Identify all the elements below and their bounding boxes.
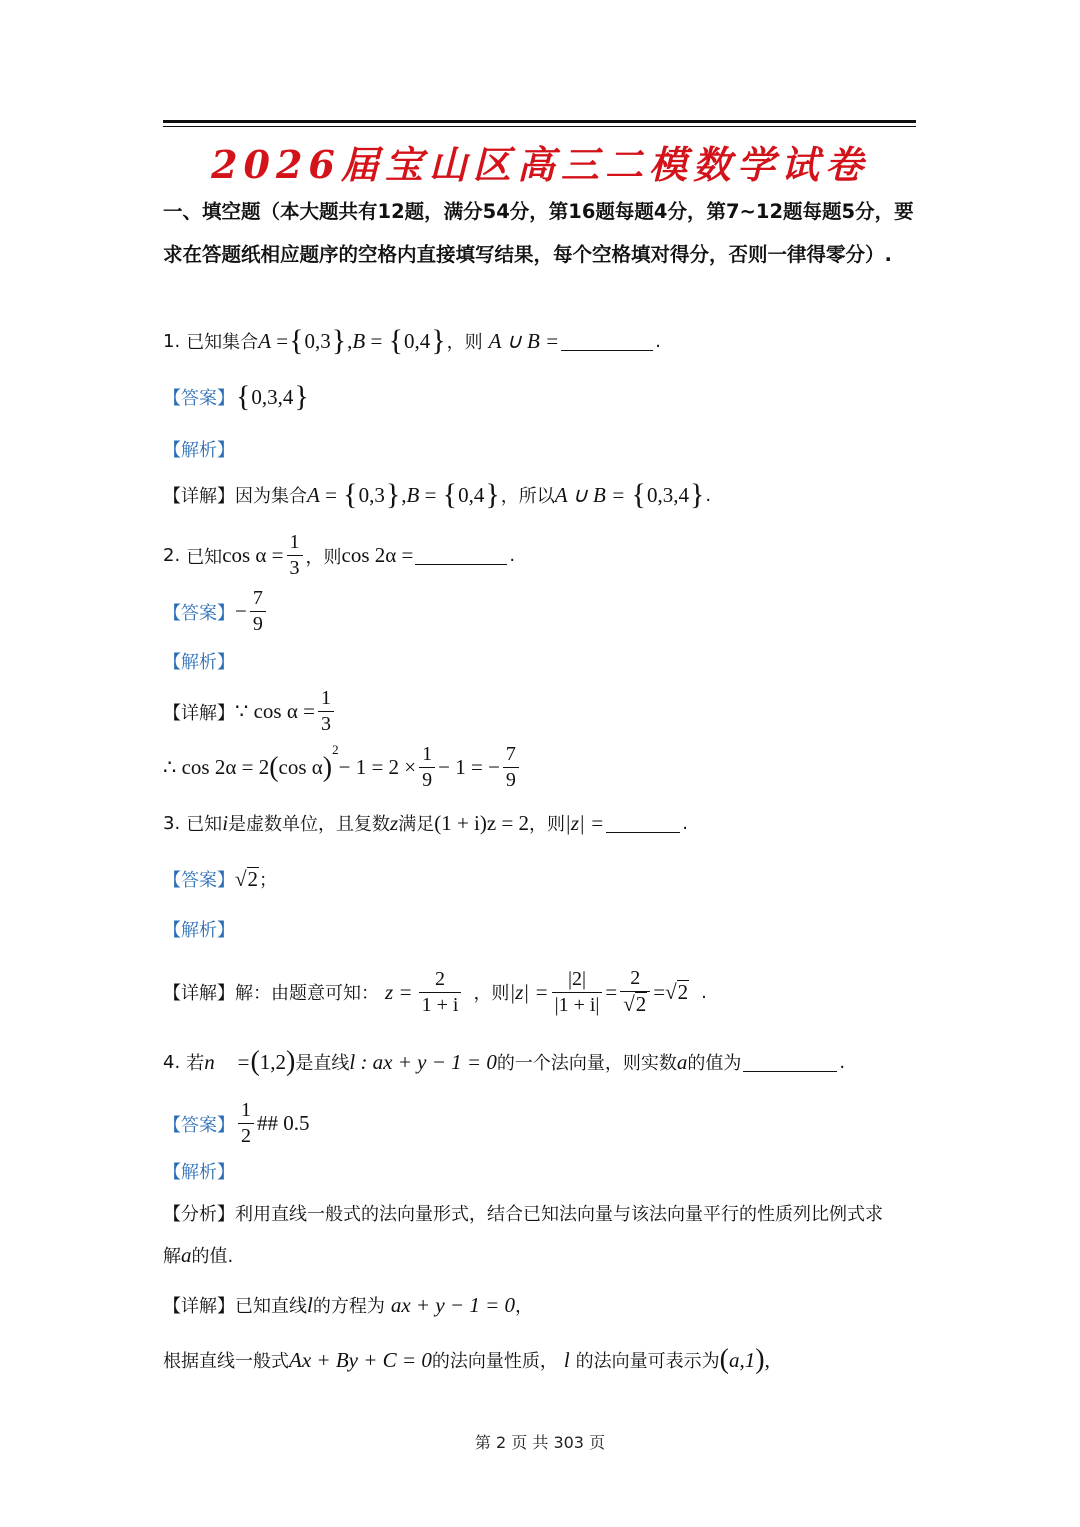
paren-open: ( [719,1344,729,1375]
analysis-1 [163,436,235,462]
math-var: a [181,1242,192,1267]
question-text: 已知集合 [186,332,259,353]
fenxi-text: 的值. [191,1246,234,1267]
brace-close: } [294,380,309,413]
math-expr: n⃗ = [204,1049,251,1074]
denominator [620,991,650,1018]
page-title: 2026届宝山区高三二模数学试卷 [211,142,869,187]
brace-close: } [431,324,446,357]
radicand: 2 [635,992,647,1016]
math-op: = [605,979,618,1004]
numerator: 7 [252,587,263,609]
analysis-2 [163,648,235,674]
paren-open: ( [269,751,279,783]
math-var: B [352,328,366,353]
math-var: A [258,328,272,353]
math-expr: ∴ cos 2α = 2 [163,755,270,779]
answer-2 [163,586,269,637]
question-3 [163,810,688,836]
numerator: 1 [241,1099,251,1121]
question-number: 2. [163,545,181,566]
fraction [287,530,303,581]
detail-text: 解：由题意可知： [235,983,379,1004]
math-op: = [276,328,289,353]
question-text: ，则 [529,814,566,835]
answer-blank [561,332,653,351]
numerator: 7 [505,743,516,765]
answer-label: 【答案】 [163,388,235,409]
analysis-3 [163,916,235,942]
brace-close: } [331,324,347,357]
math-expr: ax + y − 1 = 0 [390,1292,515,1317]
brace-close: } [485,478,500,511]
math-expr: |z| = [565,810,605,835]
fenxi-4 [163,1200,883,1226]
fraction [318,686,334,737]
denominator: |1 + i| [552,992,603,1018]
section-heading: 一、填空题（本大题共有12题，满分54分，第16题每题4分，第7~12题每题5分，要求在答题纸相应题序的空格内直接填写结果，每个空格填对得分，否则一律得零分）. [163,200,914,266]
detail-1: 【详解】 因为集合 A = { 0,3 } , B = { 0,4 } ，所以 A ∪ B = { 0,3,4 } . [163,478,712,511]
fraction [620,966,650,1018]
brace-open: { [631,478,646,511]
vector-value: a,1 [729,1347,756,1372]
detail-text: 因为集合 [235,486,307,507]
answer-blank [415,546,507,565]
detail-label: 【详解】 [163,1296,235,1317]
math-var: a [676,1049,688,1074]
analysis-label: 【解析】 [163,1162,235,1183]
brace-open: { [343,478,358,511]
set-a: 0,3 [358,482,385,507]
detail-label: 【详解】 [163,486,235,507]
question-number: 4. [163,1051,181,1073]
question-text: ，则 [446,332,483,353]
brace-open: { [289,324,304,357]
superscript: 2 [332,742,339,757]
numerator: 2 [435,967,446,990]
detail-2 [163,686,337,737]
fraction [250,586,266,637]
math-expr: cos α [278,755,323,779]
fraction [503,742,519,793]
detail-text: ，所以 [500,486,555,507]
numerator: 1 [422,743,433,765]
detail-label: 【详解】 [163,702,235,724]
brace-open: { [236,380,251,413]
question-4 [163,1048,845,1076]
numerator: 1 [289,531,300,553]
question-text: 是直线 [295,1053,350,1074]
paren-close: ) [286,1046,296,1077]
fenxi-text: 解 [163,1246,181,1267]
sqrt: √ 2 [623,992,647,1016]
fraction [419,967,462,1018]
sign: − [235,599,247,623]
analysis-label: 【解析】 [163,440,235,461]
question-number: 3. [163,812,181,834]
question-text: ，则 [305,546,342,568]
math-expr: l : ax + y − 1 = 0 [349,1049,497,1074]
denominator: 3 [318,711,334,737]
math-expr: (1 + i)z = 2 [434,810,530,835]
math-expr: − 1 = − [438,755,500,779]
detail-label: 【详解】 [163,983,235,1004]
math-op: = [653,979,666,1004]
paren-close: ) [755,1344,765,1375]
answer-blank [743,1053,837,1072]
math-var: A [307,482,320,507]
question-text: 满足 [398,814,435,835]
math-var: B [406,482,420,507]
math-expr: z = [385,979,413,1004]
vector-value: 1,2 [259,1049,287,1074]
question-text: 若 [186,1053,205,1074]
answer-alt: ## 0.5 [257,1111,310,1135]
math-var: l [307,1292,313,1317]
top-rule-thick [163,120,916,123]
question-1: 1. 已知集合 A = { 0,3 } , B = { 0,4 } ，则 A ∪ B = . [163,324,661,357]
question-number: 1. [163,330,181,352]
math-expr: Ax + By + C = 0 [289,1347,432,1372]
paren-open: ( [250,1046,260,1077]
numerator: |2| [567,967,586,990]
brace-open: { [388,324,403,357]
radicand: 2 [247,866,259,891]
math-expr: |z| = [509,979,549,1004]
question-text: 的一个法向量，则实数 [496,1053,677,1074]
set-b: 0,4 [458,482,485,507]
math-var: i [222,810,229,835]
analysis-label: 【解析】 [163,652,235,673]
question-2 [163,530,515,581]
detail-3 [163,966,707,1018]
fraction [552,967,603,1018]
numerator: 1 [320,687,331,709]
math-expr: ∵ cos α = [235,699,315,723]
period: . [701,981,707,1003]
radicand: 2 [677,979,689,1004]
answer-4 [163,1098,310,1149]
answer-3 [163,866,277,892]
detail-4 [163,1292,533,1318]
period: . [705,484,712,506]
period: . [655,330,661,352]
numerator: 2 [630,967,641,989]
math-expr: A ∪ B = [488,328,560,353]
detail-text: 已知直线 [235,1296,307,1317]
answer-blank [606,814,680,833]
denominator: 2 [238,1123,254,1149]
math-var: l [563,1347,570,1372]
sqrt: √ 2 [235,866,259,891]
answer-label: 【答案】 [163,602,235,624]
detail-text: 的方程为 [312,1296,385,1317]
detail-2-derivation [163,742,522,793]
answer-label: 【答案】 [163,1114,235,1136]
fraction [238,1098,254,1149]
denominator: 1 + i [419,992,462,1018]
sqrt: √ 2 [665,979,689,1004]
brace-close: } [385,478,401,511]
punct: ， [515,1296,533,1317]
math-expr: cos α = [222,543,284,567]
detail-4-rule [163,1346,770,1374]
denominator: 9 [503,767,519,793]
period: . [839,1051,846,1073]
detail-text: 根据直线一般式 [163,1351,289,1372]
fenxi-text: 利用直线一般式的法向量形式，结合已知法向量与该法向量平行的性质列比例式求 [235,1204,883,1225]
denominator: 9 [250,611,266,637]
answer-label: 【答案】 [163,870,235,891]
math-expr: A ∪ B = [554,482,626,507]
page-footer: 第 2 页 共 303 页 [474,1433,606,1452]
analysis-4 [163,1158,235,1184]
math-var: z [390,810,399,835]
math-expr: cos 2α = [341,543,414,567]
period: . [682,812,688,834]
fenxi-label: 【分析】 [163,1204,235,1225]
set-result: 0,3,4 [646,482,689,507]
top-rule-thin [163,126,916,127]
question-text: 是虚数单位，且复数 [228,814,391,835]
answer-1 [163,382,310,412]
punct: ； [259,870,278,891]
detail-text: ，则 [473,983,510,1004]
question-text: 已知 [186,814,223,835]
analysis-label: 【解析】 [163,920,235,941]
brace-close: } [689,478,705,511]
answer-value: 0,3,4 [251,384,294,409]
denominator: 3 [287,555,303,581]
math-expr: − 1 = 2 × [338,755,417,779]
detail-text: 的法向量性质， [431,1351,558,1372]
question-text: 的值为 [687,1053,742,1074]
detail-text: 的法向量可表示为 [575,1351,720,1372]
question-text: 已知 [186,546,223,568]
paren-close: ) [322,751,333,783]
punct: , [764,1347,770,1372]
fenxi-4-cont [163,1242,233,1268]
fraction [419,742,435,793]
set-b: 0,4 [404,328,431,353]
brace-open: { [442,478,458,511]
set-a: 0,3 [304,328,331,353]
period: . [509,545,516,566]
denominator: 9 [419,767,435,793]
